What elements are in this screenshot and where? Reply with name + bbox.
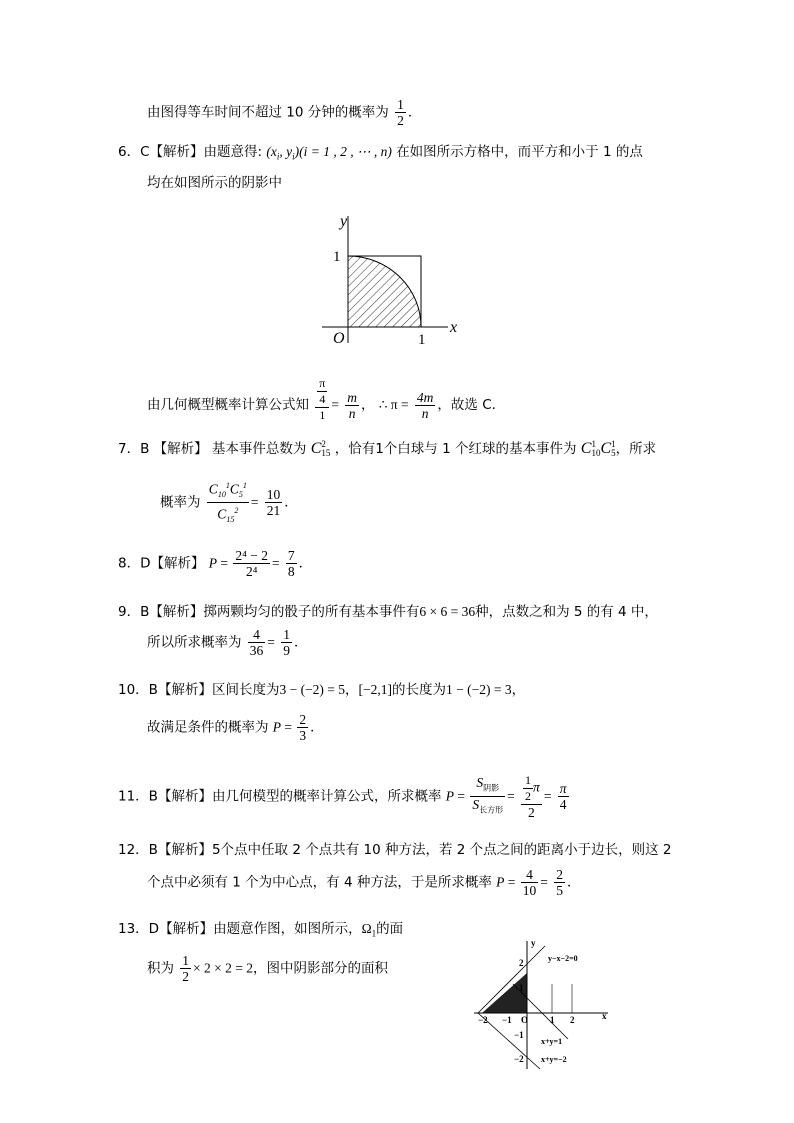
svg-text:y: y	[531, 938, 536, 948]
shaded-triangle	[482, 973, 527, 1013]
svg-text:x: x	[602, 1011, 607, 1021]
y-axis-label: y	[340, 213, 348, 230]
svg-text:1: 1	[519, 983, 524, 993]
q8-line: 8．D【解析】 P = $\frac{\text{2⁴ − 2}}{\text{2⁴}}$ = $\frac{7}{8}$ ．	[118, 548, 313, 579]
q9-line-1: 9．B【解析】掷两颗均匀的骰子的所有基本事件有6 × 6 = 36种，点数之和为 5 的有 4 中，	[118, 604, 658, 620]
q13-line-1: 13．D【解析】由题意作图，如图所示，$\Omega_1$的面	[118, 921, 404, 939]
q6-line-2: 均在如图所示的阴影中	[147, 175, 282, 191]
quarter-circle-figure	[316, 208, 466, 353]
svg-text:−2: −2	[478, 1015, 488, 1025]
origin-label: O	[333, 330, 345, 347]
q11-line: 11．B【解析】由几何模型的概率计算公式，所求概率 P = $\frac{S_{阴影}}{S_{长方形}}$ = $\frac{1}{2}$ π 2 = $\frac{\pi}{4}$	[118, 773, 567, 820]
svg-text:−2: −2	[514, 1054, 524, 1064]
label-x-y-1: x+y=1	[541, 1037, 563, 1046]
line-5-conclusion: 由图得等车时间不超过 10 分钟的概率为 $\frac{1}{2}$ ．	[147, 97, 422, 128]
svg-text:O: O	[521, 1015, 529, 1025]
svg-text:2: 2	[519, 958, 524, 968]
q9-line-2: 所以所求概率为 $\frac{4}{36}$ = $\frac{1}{9}$ ．	[147, 627, 308, 658]
q12-line-2: 个点中必须有 1 个为中心点，有 4 种方法，于是所求概率 P = $\frac{4}{10}$ = $\frac{2}{5}$ ．	[147, 867, 581, 898]
label-y-x-2: y−x−2=0	[548, 954, 578, 963]
q6-line-1: 6．C【解析】由题意得: ($x_i$, $y_i)(i = 1$ , 2 , ⋯ , n) 在如图所示方格中，而平方和小于 1 的点	[118, 144, 643, 162]
q10-line-2: 故满足条件的概率为 P = $\frac{2}{3}$ ．	[147, 712, 324, 743]
svg-text:−1: −1	[514, 1030, 524, 1040]
x-tick-1: 1	[418, 332, 426, 348]
y-tick-1: 1	[333, 249, 341, 265]
q7-line-2: 概率为 $\frac{C_{10}^1C_5^1}{C_{15}^2}$ = $\frac{10}{21}$ ．	[160, 478, 298, 527]
q12-line-1: 12．B【解析】5个点中任取 2 个点共有 10 种方法，若 2 个点之间的距离小于边长，则这 2	[118, 842, 672, 858]
region-figure	[468, 936, 614, 1072]
svg-text:−1: −1	[502, 1015, 512, 1025]
x-axis-label: x	[450, 319, 458, 336]
shaded-quarter-circle	[348, 256, 421, 327]
q13-line-2: 积为 $\frac{1}{2}$ × 2 × 2 = 2，图中阴影部分的面积	[147, 953, 389, 984]
q6-line-3: 由几何概型概率计算公式知 $\frac{\frac{\pi}{4}}{1}$ = $\frac{m}{n}$ ， ∴ π = $\frac{4m}{n}$ ，故选 C．	[147, 376, 506, 422]
svg-text:2: 2	[570, 1015, 575, 1025]
label-x-y-m2: x+y=−2	[541, 1055, 567, 1064]
fraction-one-half: $\frac{1}{2}$	[397, 97, 404, 128]
svg-text:1: 1	[550, 1015, 555, 1025]
q10-line-1: 10．B【解析】区间长度为3 − (−2) = 5，[−2,1]的长度为1 − (−2) = 3，	[118, 682, 526, 698]
q7-line-1: 7．B 【解析】 基本事件总数为 C 2 15 ，恰有1个白球与 1 个红球的基本事件为 C 1 10 C 1 5 ，所求	[118, 439, 657, 458]
